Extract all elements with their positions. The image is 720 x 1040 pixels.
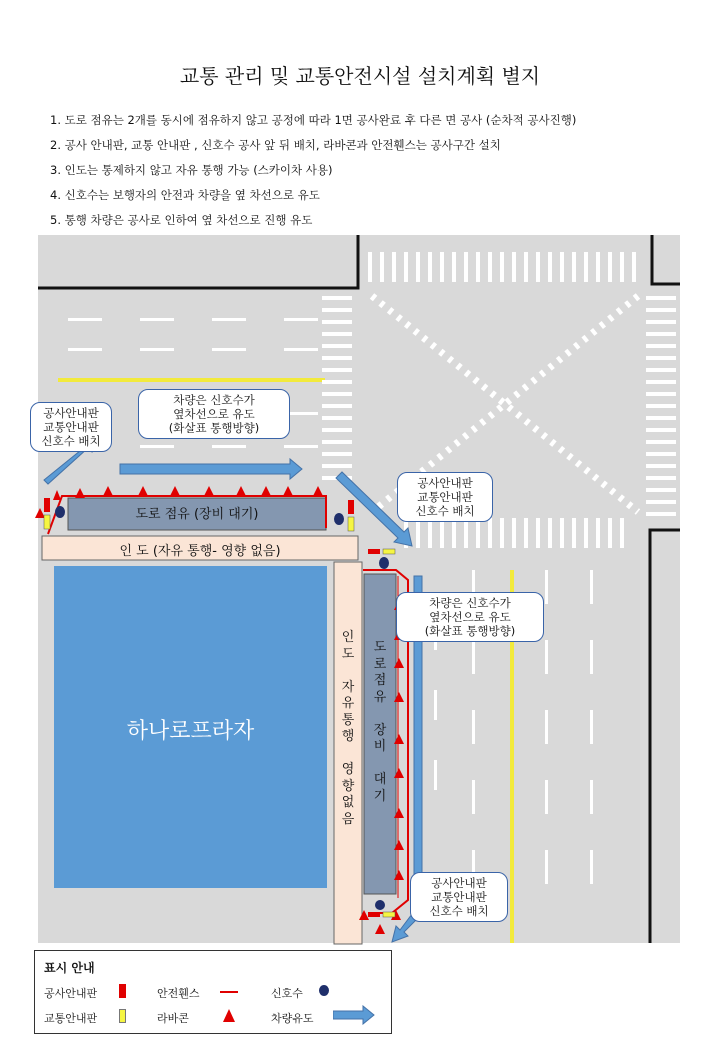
callout-signs-top-left: 공사안내판 교통안내판 신호수 배치: [30, 402, 112, 452]
legend-label: 차량유도: [271, 1012, 314, 1025]
note-item: 5. 통행 차량은 공사로 인하여 옆 차선으로 진행 유도: [50, 213, 313, 227]
legend-label: 공사안내판: [44, 987, 98, 1000]
flagger: [375, 900, 385, 910]
note-item: 2. 공사 안내판, 교통 안내판 , 신호수 공사 앞 뒤 배치, 라바콘과 안전휀스는 공사구간 설치: [50, 138, 501, 152]
cone-icon: [223, 1009, 235, 1022]
flagger-icon: [319, 985, 329, 996]
construction-sign-icon: [119, 984, 126, 998]
legend-rubber-cone: [157, 1010, 189, 1026]
construction-sign: [368, 549, 380, 554]
page-title: 교통 관리 및 교통안전시설 설치계획 별지: [179, 64, 541, 88]
legend-box: [34, 950, 392, 1034]
fence-line-icon: [220, 991, 238, 993]
callout-signs-bottom-right: 공사안내판 교통안내판 신호수 배치: [410, 872, 508, 922]
sidewalk-top-label: 인 도 (자유 통행- 영향 없음): [119, 544, 281, 559]
construction-sign: [44, 498, 50, 512]
traffic-sign: [383, 549, 395, 554]
legend-vehicle-guide: [271, 1010, 314, 1026]
flagger: [55, 506, 65, 518]
legend-construction-sign: [44, 985, 97, 1001]
construction-sign: [368, 912, 380, 917]
legend-label: 교통안내판: [44, 1012, 98, 1025]
occupation-right-label: 도 로 점 유 장 비 대 기: [373, 640, 387, 804]
center-line-horizontal: [58, 378, 325, 382]
callout-guide-right: 차량은 신호수가 옆차선으로 유도 (화살표 통행방향): [396, 592, 544, 642]
legend-flagger: [271, 985, 303, 1001]
building-label: 하나로프라자: [126, 719, 255, 744]
flagger: [334, 513, 344, 525]
callout-signs-mid-right: 공사안내판 교통안내판 신호수 배치: [397, 472, 493, 522]
traffic-sign: [44, 515, 50, 529]
traffic-sign: [348, 517, 354, 531]
traffic-sign: [383, 912, 395, 917]
legend-title: 표시 안내: [44, 961, 95, 975]
legend-label: 라바콘: [157, 1012, 189, 1025]
guide-arrow-icon: [333, 1005, 375, 1025]
note-item: 1. 도로 점유는 2개를 동시에 점유하지 않고 공정에 따라 1면 공사완료 후 다른 면 공사 (순차적 공사진행): [50, 113, 577, 127]
flagger: [379, 557, 389, 569]
traffic-sign-icon: [119, 1009, 126, 1023]
note-item: 4. 신호수는 보행자의 안전과 차량을 옆 차선으로 유도: [50, 188, 320, 202]
legend-safety-fence: [157, 985, 200, 1001]
notes-list: [50, 111, 576, 236]
callout-guide-top: 차량은 신호수가 옆차선으로 유도 (화살표 통행방향): [138, 389, 290, 439]
construction-sign: [348, 500, 354, 514]
sidewalk-right-label: 인 도 자 유 통 행 영 향 없 음: [341, 630, 355, 827]
note-item: 3. 인도는 통제하지 않고 자유 통행 가능 (스카이차 사용): [50, 163, 333, 177]
occupation-top-label: 도로 점유 (장비 대기): [135, 507, 259, 522]
legend-label: 안전휀스: [157, 987, 200, 1000]
legend-label: 신호수: [271, 987, 303, 1000]
legend-traffic-sign: [44, 1010, 97, 1026]
